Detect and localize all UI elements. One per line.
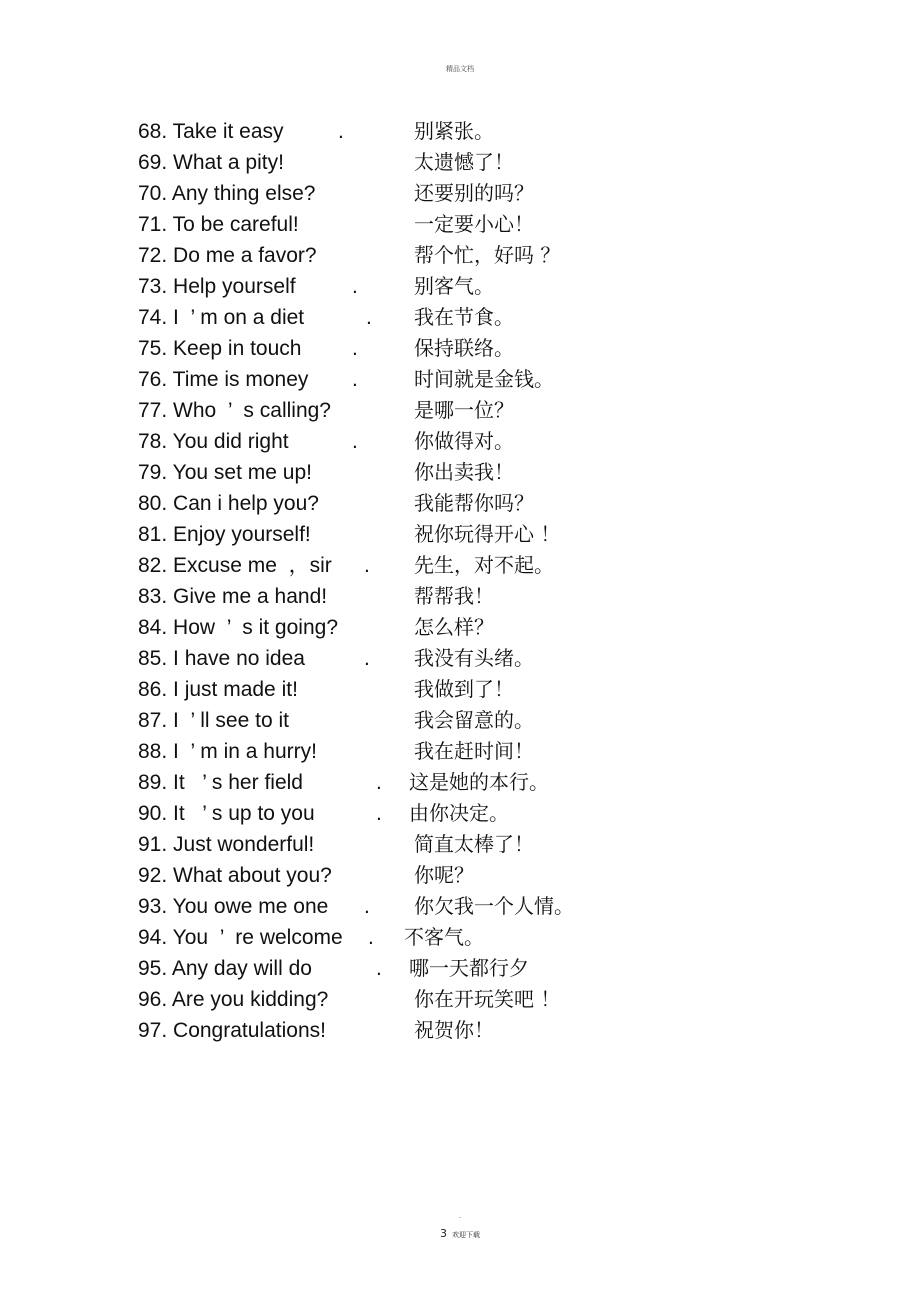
english-phrase: 75. Keep in touch [138,337,302,360]
chinese-translation: 太遗憾了！ [414,150,514,174]
phrase-row [138,612,658,643]
phrase-row [138,767,658,798]
phrase-row [138,302,658,333]
phrase-row [138,1015,658,1046]
phrase-row [138,333,658,364]
footer-dot: . [458,1212,462,1220]
english-phrase: 90. It ’ s up to you [138,802,315,825]
period-mark: . [364,554,370,577]
english-phrase: 77. Who ’ s calling? [138,399,331,422]
english-phrase: 68. Take it easy [138,120,284,143]
period-mark: . [368,926,374,949]
phrase-row [138,457,658,488]
english-phrase: 83. Give me a hand! [138,585,328,608]
english-phrase: 96. Are you kidding? [138,988,329,1011]
chinese-translation: 先生，对不起。 [414,553,554,577]
phrase-row [138,860,658,891]
phrase-row [138,984,658,1015]
chinese-translation: 一定要小心！ [414,212,534,236]
period-mark: . [352,368,358,391]
phrase-row [138,147,658,178]
english-phrase: 82. Excuse me ，sir [138,554,332,577]
footer-text: 欢迎下载 [452,1231,481,1239]
phrase-row [138,891,658,922]
chinese-translation: 祝贺你！ [414,1018,494,1042]
english-phrase: 73. Help yourself [138,275,296,298]
chinese-translation: 祝你玩得开心 ！ [414,522,561,546]
english-phrase: 71. To be careful! [138,213,299,236]
english-phrase: 76. Time is money [138,368,309,391]
phrase-row [138,426,658,457]
chinese-translation: 是哪一位？ [414,398,514,422]
english-phrase: 95. Any day will do [138,957,312,980]
phrase-list [138,116,658,1046]
phrase-row [138,829,658,860]
chinese-translation: 你欠我一个人情。 [414,894,574,918]
english-phrase: 97. Congratulations! [138,1019,326,1042]
chinese-translation: 帮帮我！ [414,584,494,608]
english-phrase: 85. I have no idea [138,647,305,670]
phrase-row [138,364,658,395]
phrase-row [138,705,658,736]
phrase-row [138,674,658,705]
phrase-row [138,550,658,581]
page-header: 精品文档 [446,65,474,73]
chinese-translation: 帮个忙，好吗 ？ [414,243,561,267]
english-phrase: 91. Just wonderful! [138,833,315,856]
period-mark: . [376,802,382,825]
english-phrase: 88. I ’ m in a hurry! [138,740,317,763]
period-mark: . [352,275,358,298]
english-phrase: 94. You ’ re welcome [138,926,343,949]
english-phrase: 74. I ’ m on a diet [138,306,305,329]
english-phrase: 84. How ’ s it going? [138,616,338,639]
chinese-translation: 还要别的吗？ [414,181,534,205]
english-phrase: 70. Any thing else? [138,182,316,205]
english-phrase: 80. Can i help you? [138,492,319,515]
phrase-row [138,922,658,953]
chinese-translation: 保持联络。 [414,336,514,360]
phrase-row [138,798,658,829]
chinese-translation: 怎么样？ [414,615,494,639]
english-phrase: 93. You owe me one [138,895,329,918]
english-phrase: 87. I ’ ll see to it [138,709,289,732]
chinese-translation: 我没有头绪。 [414,646,534,670]
phrase-row [138,736,658,767]
page-number: 3 [439,1227,447,1240]
chinese-translation: 你呢？ [414,863,474,887]
english-phrase: 79. You set me up! [138,461,312,484]
period-mark: . [376,771,382,794]
phrase-row [138,953,658,984]
english-phrase: 86. I just made it! [138,678,298,701]
chinese-translation: 别客气。 [414,274,494,298]
period-mark: . [352,337,358,360]
chinese-translation: 我在节食。 [414,305,514,329]
english-phrase: 78. You did right [138,430,289,453]
phrase-row [138,271,658,302]
period-mark: . [352,430,358,453]
page-footer [0,1222,920,1241]
phrase-row [138,178,658,209]
english-phrase: 92. What about you? [138,864,332,887]
chinese-translation: 我会留意的。 [414,708,534,732]
chinese-translation: 我做到了！ [414,677,514,701]
phrase-row [138,240,658,271]
phrase-row [138,395,658,426]
phrase-row [138,488,658,519]
chinese-translation: 你在开玩笑吧 ！ [414,987,561,1011]
phrase-row [138,209,658,240]
english-phrase: 89. It ’ s her field [138,771,303,794]
chinese-translation: 你出卖我！ [414,460,514,484]
chinese-translation: 不客气。 [404,925,484,949]
chinese-translation: 简直太棒了！ [414,832,534,856]
english-phrase: 81. Enjoy yourself! [138,523,311,546]
english-phrase: 72. Do me a favor? [138,244,317,267]
chinese-translation: 我在赶时间！ [414,739,534,763]
phrase-row [138,116,658,147]
chinese-translation: 这是她的本行。 [409,770,549,794]
chinese-translation: 由你决定。 [409,801,509,825]
period-mark: . [338,120,344,143]
period-mark: . [376,957,382,980]
phrase-row [138,519,658,550]
phrase-row [138,581,658,612]
period-mark: . [364,647,370,670]
chinese-translation: 时间就是金钱。 [414,367,554,391]
english-phrase: 69. What a pity! [138,151,284,174]
chinese-translation: 你做得对。 [414,429,514,453]
period-mark: . [364,895,370,918]
phrase-row [138,643,658,674]
chinese-translation: 哪一天都行夕 [409,956,529,980]
chinese-translation: 别紧张。 [414,119,494,143]
period-mark: . [366,306,372,329]
chinese-translation: 我能帮你吗？ [414,491,534,515]
